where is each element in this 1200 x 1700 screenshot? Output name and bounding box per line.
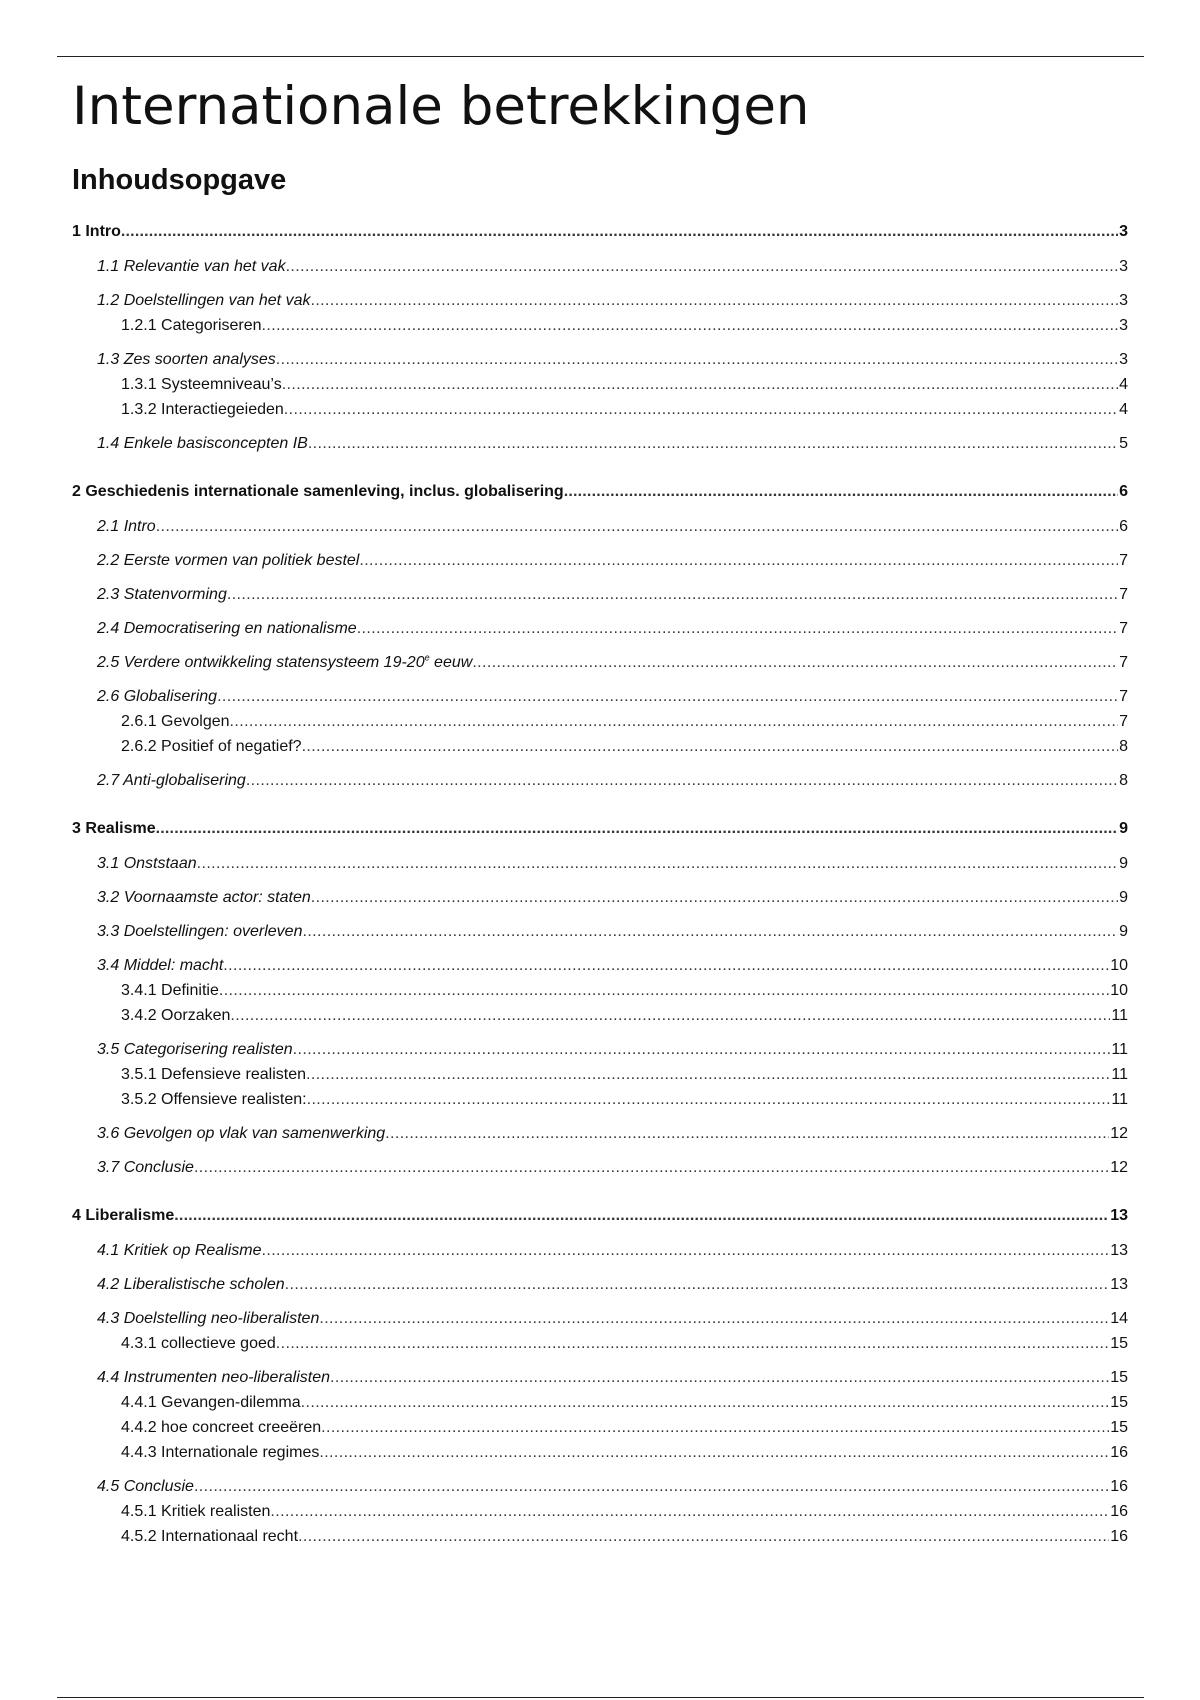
toc-entry-label: 3.5.1 Defensieve realisten (121, 1066, 306, 1083)
toc-entry-title (97, 1476, 194, 1498)
toc-entry[interactable] (72, 1240, 1128, 1262)
toc-dot-leader (282, 374, 1118, 396)
toc-entry[interactable] (72, 1089, 1128, 1111)
toc-entry-title (72, 481, 564, 503)
toc-entry-title (121, 1417, 321, 1439)
toc-entry-title (97, 1308, 319, 1330)
toc-entry-label: 4.5 Conclusie (97, 1478, 194, 1495)
toc-entry-title (97, 1367, 330, 1389)
toc-entry-title (97, 584, 227, 606)
toc-entry-label: 2.3 Statenvorming (97, 586, 227, 603)
toc-entry[interactable] (72, 921, 1128, 943)
toc-entry[interactable] (72, 1274, 1128, 1296)
toc-dot-leader (302, 921, 1118, 943)
toc-entry-label: 4 Liberalisme (72, 1207, 175, 1224)
toc-entry-label: 2 Geschiedenis internationale samenleving, inclus. globalisering (72, 483, 564, 500)
toc-entry-label: 1.3.1 Systeemniveau’s (121, 376, 282, 393)
toc-page-number: 16 (1110, 1528, 1128, 1545)
toc-dot-leader (359, 550, 1118, 572)
toc-entry[interactable] (72, 374, 1128, 396)
toc-entry-title (97, 652, 472, 674)
toc-entry-title (97, 921, 302, 943)
toc-page-number: 3 (1119, 292, 1128, 309)
toc-page-number: 13 (1110, 1207, 1128, 1224)
toc-page-number: 7 (1119, 552, 1128, 569)
toc-page-number: 3 (1119, 351, 1128, 368)
toc-entry-title (97, 1274, 285, 1296)
toc-entry-label: 4.4.1 Gevangen-dilemma (121, 1394, 301, 1411)
toc-dot-leader (472, 652, 1118, 674)
toc-entry-title (97, 1240, 262, 1262)
toc-dot-leader (298, 1526, 1109, 1548)
toc-page-number: 11 (1111, 1041, 1128, 1058)
toc-dot-leader (270, 1501, 1109, 1523)
toc-dot-leader (301, 1392, 1110, 1414)
toc-page-number: 16 (1110, 1478, 1128, 1495)
toc-dot-leader (321, 1417, 1109, 1439)
toc-entry[interactable] (72, 1526, 1128, 1548)
toc-entry-title (72, 818, 156, 840)
toc-entry-label: 3.4.1 Definitie (121, 982, 219, 999)
toc-dot-leader (262, 315, 1119, 337)
toc-page-number: 11 (1111, 1007, 1128, 1024)
toc-page-number: 11 (1111, 1091, 1128, 1108)
toc-entry[interactable] (72, 481, 1128, 503)
toc-dot-leader (262, 1240, 1110, 1262)
toc-page-number: 3 (1119, 317, 1128, 334)
toc-entry[interactable] (72, 256, 1128, 278)
toc-entry-title (97, 686, 217, 708)
toc-page-number: 15 (1110, 1335, 1128, 1352)
toc-dot-leader (223, 955, 1109, 977)
toc-entry[interactable] (72, 1392, 1128, 1414)
toc-entry[interactable] (72, 349, 1128, 371)
top-rule (57, 56, 1144, 57)
toc-dot-leader (311, 887, 1118, 909)
toc-entry-title (97, 1157, 194, 1179)
toc-entry[interactable] (72, 290, 1128, 312)
toc-entry-title (97, 516, 156, 538)
toc-entry-title (121, 1501, 270, 1523)
toc-entry-label: 3.5.2 Offensieve realisten: (121, 1091, 307, 1108)
toc-dot-leader (174, 1205, 1109, 1227)
toc-entry-title (121, 315, 262, 337)
toc-page-number: 7 (1119, 654, 1128, 671)
toc-entry-title (97, 1039, 293, 1061)
toc-entry-label: 1.3.2 Interactiegeieden (121, 401, 284, 418)
toc-dot-leader (246, 770, 1118, 792)
toc-entry-label: 3.3 Doelstellingen: overleven (97, 923, 303, 940)
toc-entry-label: 1.4 Enkele basisconcepten IB (97, 435, 308, 452)
bottom-rule (57, 1697, 1144, 1698)
toc-entry[interactable] (72, 1205, 1128, 1227)
toc-entry-label: 4.4 Instrumenten neo-liberalisten (97, 1369, 331, 1386)
toc-dot-leader (319, 1308, 1109, 1330)
toc-entry-title (72, 221, 121, 243)
toc-page-number: 6 (1119, 518, 1128, 535)
toc-entry-label-suffix: eeuw (429, 654, 473, 671)
toc-entry-label: 4.1 Kritiek op Realisme (97, 1242, 262, 1259)
toc-page-number: 15 (1110, 1419, 1128, 1436)
toc-page-number: 3 (1119, 258, 1128, 275)
toc-entry-title (97, 1123, 385, 1145)
toc-entry-title (97, 433, 308, 455)
toc-entry[interactable] (72, 1333, 1128, 1355)
toc-page-number: 9 (1119, 820, 1128, 837)
toc-dot-leader (308, 433, 1118, 455)
toc-entry-title (121, 736, 302, 758)
toc-entry[interactable] (72, 221, 1128, 243)
toc-entry[interactable] (72, 1476, 1128, 1498)
toc-dot-leader (194, 1476, 1109, 1498)
toc-entry-title (121, 711, 230, 733)
toc-entry-title (97, 770, 246, 792)
toc-page-number: 9 (1119, 855, 1128, 872)
toc-entry[interactable] (72, 1123, 1128, 1145)
toc-entry-label: 4.3 Doelstelling neo-liberalisten (97, 1310, 320, 1327)
toc-dot-leader (307, 1089, 1111, 1111)
toc-page-number: 16 (1110, 1444, 1128, 1461)
toc-entry-label: 1.1 Relevantie van het vak (97, 258, 286, 275)
toc-entry[interactable] (72, 1064, 1128, 1086)
toc-dot-leader (385, 1123, 1109, 1145)
toc-entry[interactable] (72, 1367, 1128, 1389)
toc-entry[interactable] (72, 853, 1128, 875)
toc-page-number: 9 (1119, 889, 1128, 906)
toc-entry[interactable] (72, 686, 1128, 708)
toc-entry-title (97, 256, 286, 278)
toc-page-number: 15 (1110, 1369, 1128, 1386)
toc-entry-label: 4.5.2 Internationaal recht (121, 1528, 299, 1545)
toc-page-number: 13 (1110, 1276, 1128, 1293)
toc-entry[interactable] (72, 618, 1128, 640)
toc-dot-leader (230, 711, 1119, 733)
toc-dot-leader (306, 1064, 1110, 1086)
toc-dot-leader (156, 516, 1118, 538)
toc-entry-title (97, 349, 276, 371)
toc-entry-title (121, 1005, 230, 1027)
toc-page-number: 10 (1110, 957, 1128, 974)
toc-entry[interactable] (72, 315, 1128, 337)
toc-dot-leader (310, 290, 1118, 312)
toc-dot-leader (330, 1367, 1109, 1389)
toc-entry-title (121, 1442, 319, 1464)
toc-page-number: 12 (1110, 1125, 1128, 1142)
toc-entry[interactable] (72, 1157, 1128, 1179)
toc-page-number: 10 (1110, 982, 1128, 999)
toc-entry-label: 2.5 Verdere ontwikkeling statensysteem 19-20 (97, 654, 425, 671)
toc-entry-label: 1.2.1 Categoriseren (121, 317, 262, 334)
toc-dot-leader (293, 1039, 1111, 1061)
toc-entry[interactable] (72, 399, 1128, 421)
toc-page-number: 12 (1110, 1159, 1128, 1176)
toc-entry-label: 3.4 Middel: macht (97, 957, 224, 974)
toc-entry-title (121, 399, 284, 421)
toc-entry-label: 3.4.2 Oorzaken (121, 1007, 231, 1024)
toc-page-number: 13 (1110, 1242, 1128, 1259)
toc-entry-label: 3 Realisme (72, 820, 156, 837)
toc-dot-leader (227, 584, 1118, 606)
toc-entry[interactable] (72, 711, 1128, 733)
toc-entry-title (72, 1205, 174, 1227)
toc-page-number: 7 (1119, 586, 1128, 603)
toc-entry-label: 2.6.2 Positief of negatief? (121, 738, 302, 755)
toc-entry-label: 3.5 Categorisering realisten (97, 1041, 293, 1058)
toc-page-number: 11 (1111, 1066, 1128, 1083)
toc-entry[interactable] (72, 980, 1128, 1002)
toc-entry-title (121, 1333, 276, 1355)
toc-entry[interactable] (72, 1308, 1128, 1330)
toc-entry-label: 2.6 Globalisering (97, 688, 218, 705)
toc-heading: Inhoudsopgave (72, 164, 287, 196)
toc-entry-title (97, 550, 359, 572)
toc-dot-leader (156, 818, 1118, 840)
toc-entry[interactable] (72, 1005, 1128, 1027)
toc-entry[interactable] (72, 1501, 1128, 1523)
toc-entry-label: 2.1 Intro (97, 518, 156, 535)
toc-entry-label: 3.1 Onststaan (97, 855, 197, 872)
toc-dot-leader (276, 349, 1118, 371)
toc-entry-superscript: e (424, 652, 430, 663)
toc-entry-label: 4.3.1 collectieve goed (121, 1335, 276, 1352)
toc-entry-label: 2.7 Anti-globalisering (97, 772, 246, 789)
toc-dot-leader (230, 1005, 1110, 1027)
toc-entry-title (97, 853, 197, 875)
document-title: Internationale betrekkingen (72, 76, 810, 137)
toc-entry[interactable] (72, 818, 1128, 840)
toc-dot-leader (284, 399, 1118, 421)
toc-page-number: 15 (1110, 1394, 1128, 1411)
toc-entry-title (121, 1392, 301, 1414)
toc-entry-label: 1.3 Zes soorten analyses (97, 351, 276, 368)
toc-page-number: 7 (1119, 688, 1128, 705)
toc-entry[interactable] (72, 1442, 1128, 1464)
toc-dot-leader (285, 1274, 1110, 1296)
toc-entry-title (97, 290, 310, 312)
toc-entry[interactable] (72, 433, 1128, 455)
toc-entry[interactable] (72, 516, 1128, 538)
toc-entry-title (121, 980, 219, 1002)
toc-entry-label: 3.7 Conclusie (97, 1159, 194, 1176)
toc-entry-label: 3.2 Voornaamste actor: staten (97, 889, 311, 906)
toc-entry-label: 3.6 Gevolgen op vlak van samenwerking (97, 1125, 386, 1142)
toc-entry-label: 4.4.3 Internationale regimes (121, 1444, 320, 1461)
toc-dot-leader (319, 1442, 1109, 1464)
toc-entry-label: 4.2 Liberalistische scholen (97, 1276, 285, 1293)
toc-entry-title (121, 1064, 306, 1086)
toc-entry[interactable] (72, 1039, 1128, 1061)
toc-dot-leader (217, 686, 1118, 708)
toc-page-number: 9 (1119, 923, 1128, 940)
toc-entry-label: 2.6.1 Gevolgen (121, 713, 230, 730)
toc-dot-leader (197, 853, 1118, 875)
toc-entry-title (97, 618, 357, 640)
toc-entry[interactable] (72, 770, 1128, 792)
toc-page-number: 8 (1119, 738, 1128, 755)
toc-page-number: 6 (1119, 483, 1128, 500)
toc-entry[interactable] (72, 955, 1128, 977)
toc-entry[interactable] (72, 652, 1128, 674)
toc-page-number: 16 (1110, 1503, 1128, 1520)
toc-entry-title (121, 1526, 298, 1548)
toc-dot-leader (302, 736, 1119, 758)
toc-page-number: 3 (1119, 223, 1128, 240)
toc-page-number: 7 (1119, 713, 1128, 730)
toc-entry[interactable] (72, 1417, 1128, 1439)
toc-dot-leader (121, 221, 1118, 243)
toc-entry[interactable] (72, 584, 1128, 606)
toc-dot-leader (564, 481, 1118, 503)
toc-page-number: 14 (1110, 1310, 1128, 1327)
toc-entry-label: 4.5.1 Kritiek realisten (121, 1503, 271, 1520)
toc-entry-label: 2.4 Democratisering en nationalisme (97, 620, 357, 637)
toc-page-number: 7 (1119, 620, 1128, 637)
toc-entry-label: 2.2 Eerste vormen van politiek bestel (97, 552, 360, 569)
toc-entry-title (121, 374, 282, 396)
toc-entry[interactable] (72, 550, 1128, 572)
toc-entry-label: 4.4.2 hoe concreet creeëren (121, 1419, 322, 1436)
toc-entry[interactable] (72, 736, 1128, 758)
toc-dot-leader (286, 256, 1119, 278)
toc-page-number: 8 (1119, 772, 1128, 789)
toc-dot-leader (276, 1333, 1109, 1355)
toc-page-number: 4 (1119, 401, 1128, 418)
toc-entry-label: 1 Intro (72, 223, 121, 240)
toc-page-number: 4 (1119, 376, 1128, 393)
toc-dot-leader (219, 980, 1109, 1002)
toc-entry[interactable] (72, 887, 1128, 909)
toc-page-number: 5 (1119, 435, 1128, 452)
toc-dot-leader (194, 1157, 1109, 1179)
toc-entry-title (121, 1089, 307, 1111)
toc-entry-title (97, 887, 311, 909)
toc-dot-leader (357, 618, 1118, 640)
toc-entry-title (97, 955, 223, 977)
toc-entry-label: 1.2 Doelstellingen van het vak (97, 292, 311, 309)
